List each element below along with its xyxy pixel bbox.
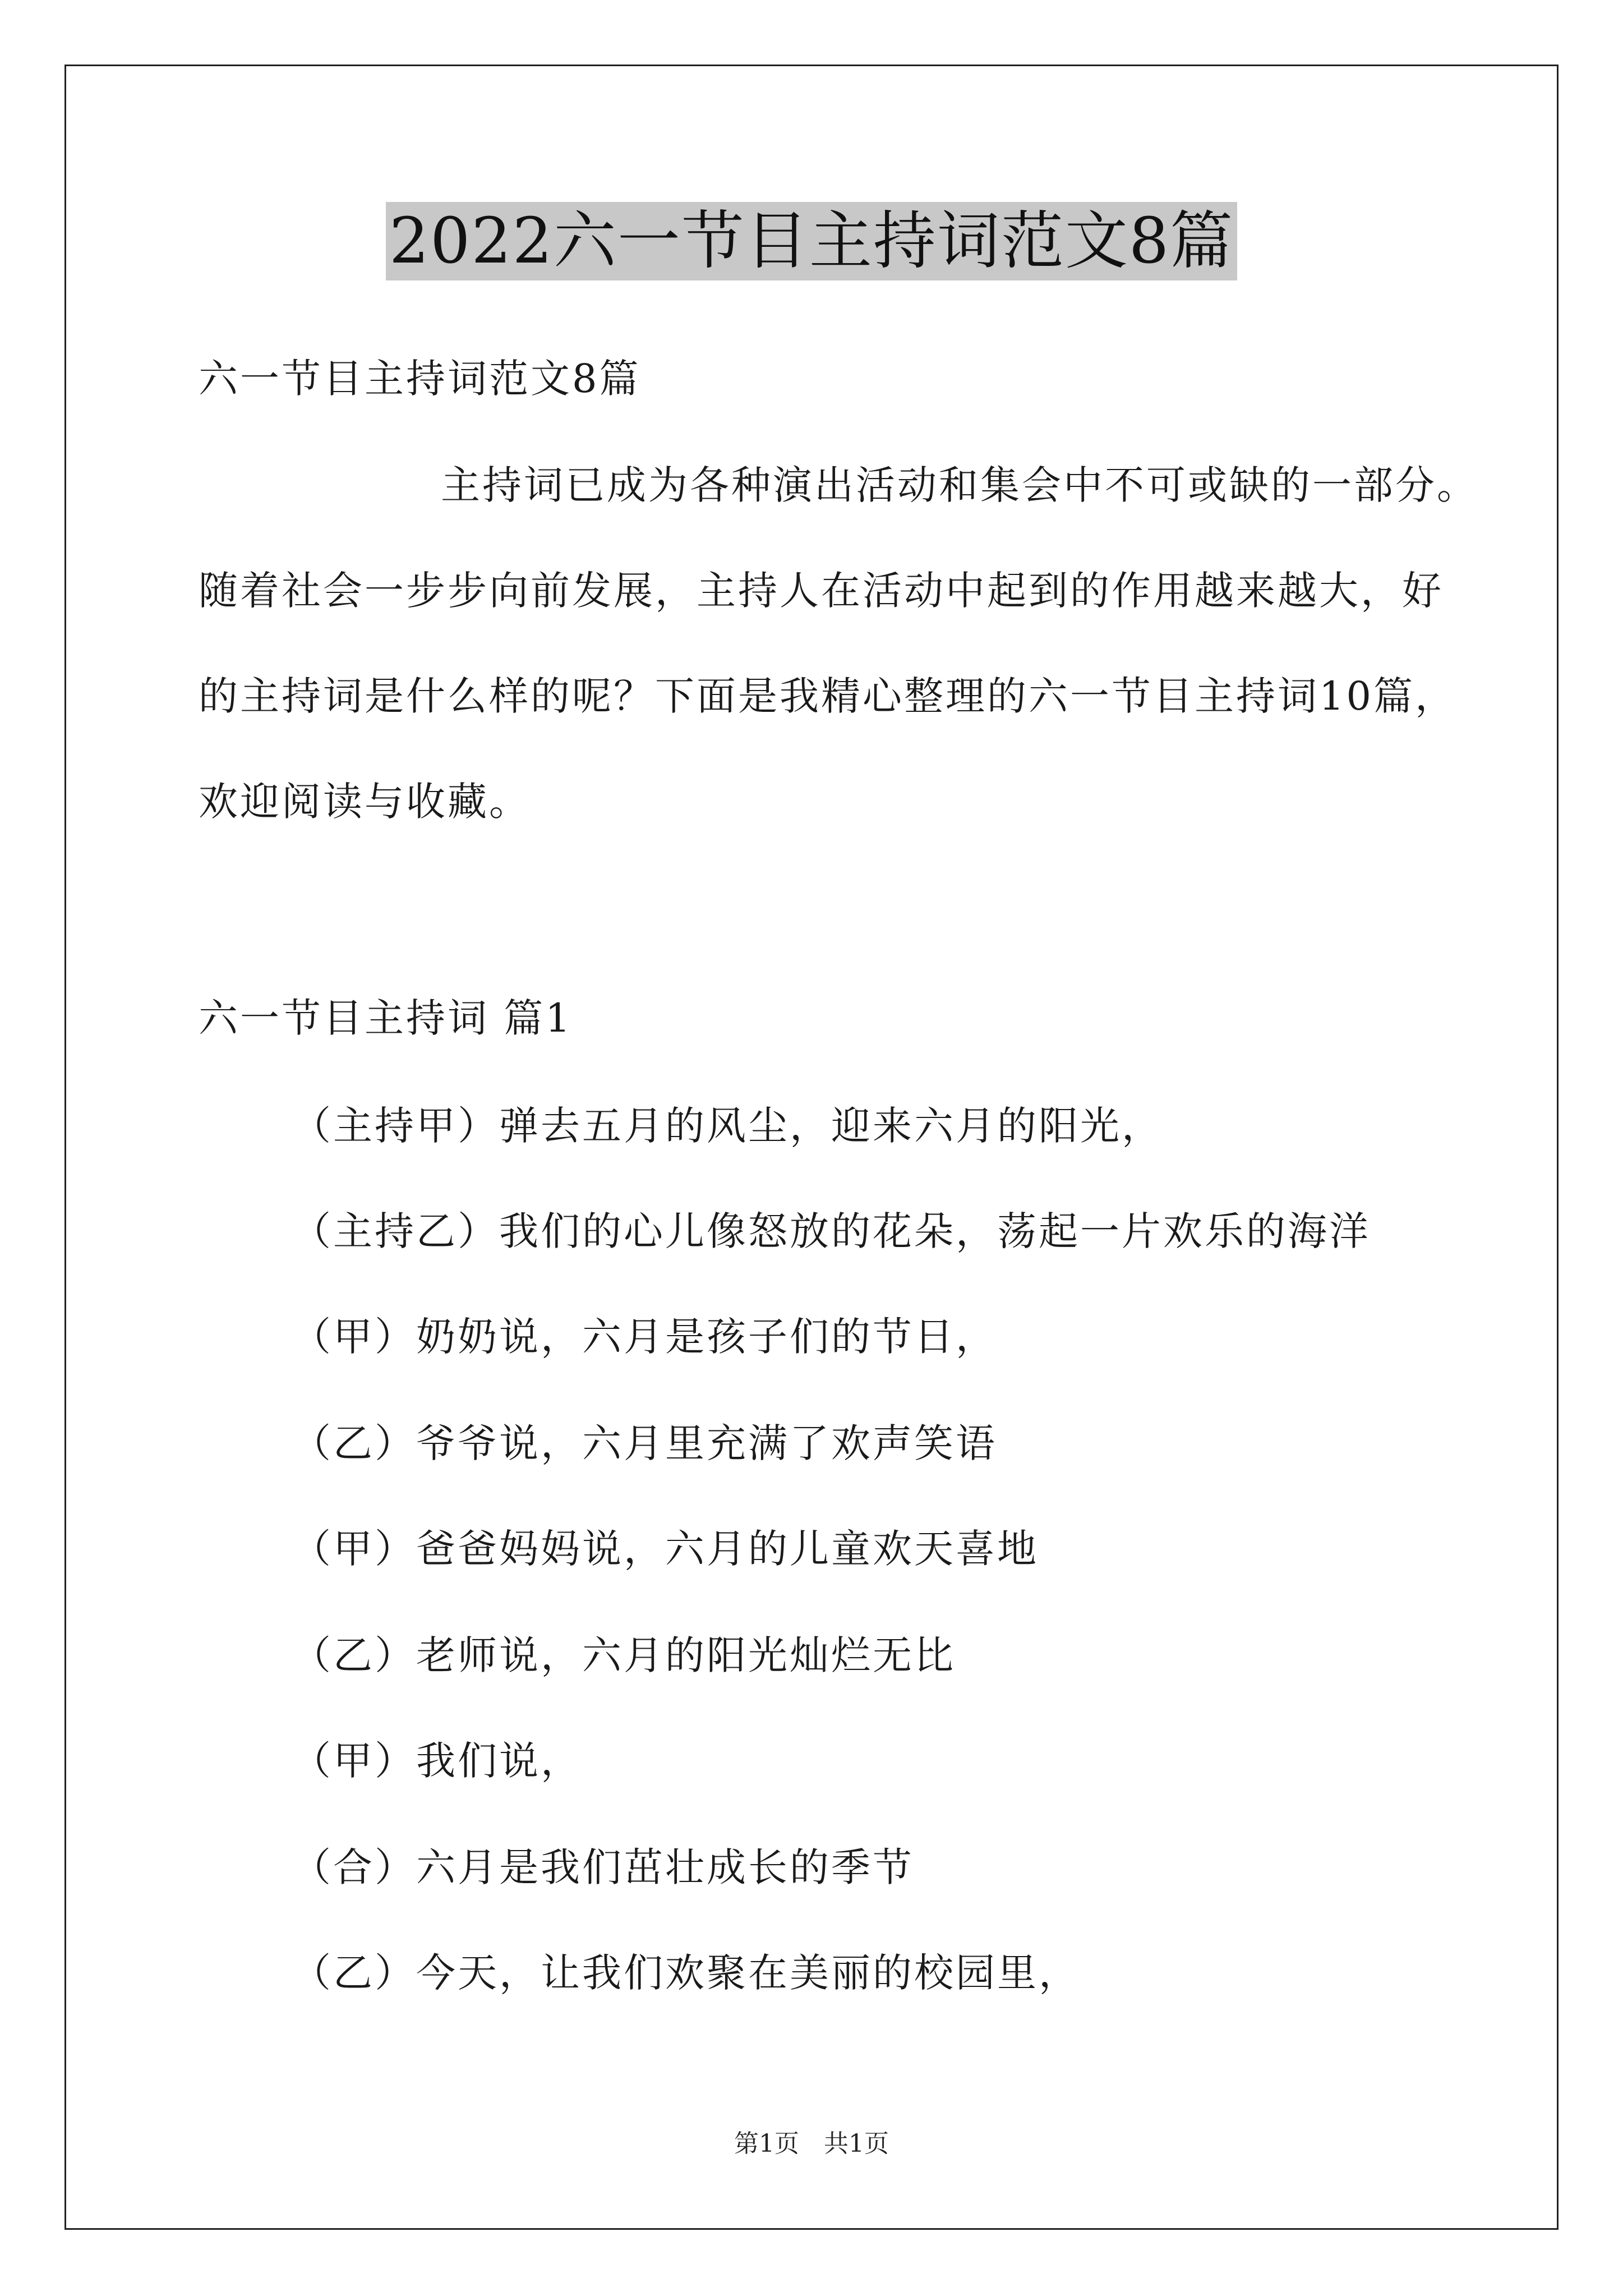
document-title: 2022六一节目主持词范文8篇 — [386, 202, 1237, 280]
dialogue-line: （乙）今天，让我们欢聚在美丽的校园里， — [292, 1950, 1080, 1996]
intro-line-1: 主持词已成为各种演出活动和集会中不可或缺的一部分。 — [441, 462, 1478, 508]
intro-line-3: 的主持词是什么样的呢？下面是我精心整理的六一节目主持词10篇， — [199, 673, 1457, 719]
dialogue-line: （乙）老师说，六月的阳光灿烂无比 — [292, 1632, 956, 1678]
page-footer: 第1页 共1页 — [734, 2129, 889, 2158]
dialogue-line: （甲）我们说， — [292, 1738, 582, 1784]
title-container — [0, 202, 1623, 280]
intro-line-4: 欢迎阅读与收藏。 — [199, 779, 531, 825]
dialogue-line: （乙）爷爷说，六月里充满了欢声笑语 — [292, 1420, 997, 1466]
document-subtitle: 六一节目主持词范文8篇 — [199, 356, 641, 402]
dialogue-line: （甲）奶奶说，六月是孩子们的节日， — [292, 1314, 997, 1360]
dialogue-line: （主持甲）弹去五月的风尘，迎来六月的阳光， — [292, 1103, 1163, 1149]
dialogue-line: （甲）爸爸妈妈说，六月的儿童欢天喜地 — [292, 1526, 1039, 1572]
dialogue-line: （主持乙）我们的心儿像怒放的花朵，荡起一片欢乐的海洋 — [292, 1208, 1371, 1254]
intro-line-2: 随着社会一步步向前发展，主持人在活动中起到的作用越来越大，好 — [199, 568, 1444, 614]
dialogue-line: （合）六月是我们茁壮成长的季节 — [292, 1844, 914, 1890]
section-heading: 六一节目主持词 篇1 — [199, 995, 573, 1041]
